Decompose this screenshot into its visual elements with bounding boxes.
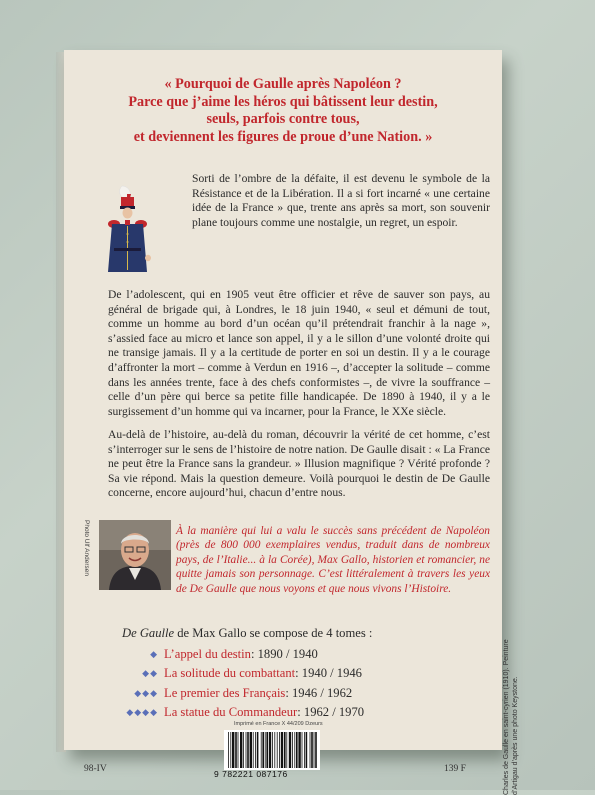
diamond-icon: ◆◆◆	[134, 687, 158, 698]
cover-quote	[76, 76, 490, 146]
series-list	[122, 624, 482, 723]
diamond-icon: ◆	[150, 648, 158, 659]
isbn-number: 9 782221 087176	[214, 769, 288, 779]
tome-title: L’appel du destin	[164, 646, 251, 661]
series-intro-rest: de Max Gallo se compose de 4 tomes :	[174, 626, 373, 640]
paragraph-biography: De l’adolescent, qui en 1905 veut être officier et rêve de sauver son pays, au général de brigade qui, à Londres, le 18 juin 1940, « seul et démuni de tout, comme un homme au bord d’un océan qu’il prétendrait franchir à la nage », s’assied face au micro et lance son appel, il y a le sillon d’une volonté droite qui ne transige jamais. Il y a la certitude de porter en soi un destin. Il y a le courage d’affronter la mort – comme à Verdun en 1916 –, d’accepter la solitude – comme dans les années trente, face à des chefs conformistes –, de vivre la souffrance – celle d’un père qui berce sa petite fille handicapée. De 1890 à 1940, il y a le surgissement d’un homme qui va incarner, pour la France, le XXe siècle.	[108, 288, 490, 418]
tome-years: : 1940 / 1946	[295, 666, 362, 680]
book-back-cover	[64, 50, 519, 795]
tome-years: : 1962 / 1970	[297, 705, 365, 719]
tome-title: Le premier des Français	[164, 685, 286, 700]
tome-item	[122, 664, 482, 684]
catalog-code: 98-IV	[84, 764, 107, 774]
tome-title: La solitude du combattant	[164, 666, 296, 680]
barcode	[224, 730, 320, 770]
paragraph-intro: Sorti de l’ombre de la défaite, il est devenu le symbole de la Résistance et de la Libération. Il a si fort incarné « une certaine idée de la France » que, trente ans après sa mort, son souvenir plane toujours comme une nostalgie, un regret, un espoir.	[192, 172, 490, 229]
tome-item	[122, 645, 482, 665]
quote-line: seuls, parfois contre tous,	[206, 111, 360, 128]
tome-years: : 1946 / 1962	[285, 685, 353, 700]
quote-line: et deviennent les figures de proue d’une Nation. »	[133, 128, 433, 145]
diamond-icon: ◆◆	[142, 668, 158, 678]
quote-line: Parce que j’aime les héros qui bâtissent leur destin,	[128, 93, 438, 110]
quote-line: « Pourquoi de Gaulle après Napoléon ?	[164, 76, 402, 92]
saint-cyrien-illustration	[100, 184, 160, 280]
tome-years: : 1890 / 1940	[250, 646, 318, 661]
author-blurb: À la manière qui lui a valu le succès sans précédent de Napoléon (près de 800 000 exemplaires vendus, traduit dans de nombreux pays, de l’Italie... à la Corée), Max Gallo, historien et romancier, ne quitte jamais son personnage. C’est littéralement à travers les yeux de De Gaulle que nous voyons et que nous vivons l’Histoire.	[176, 525, 490, 595]
series-intro	[122, 624, 482, 644]
diamond-icon: ◆◆◆◆	[126, 707, 158, 717]
tome-item	[122, 703, 482, 723]
tome-title: La statue du Commandeur	[164, 705, 298, 719]
paragraph-meaning: Au-delà de l’histoire, au-delà du roman, découvrir la vérité de cet homme, c’est s’interroger sur le sens de l’histoire de notre nation. De Gaulle disait : « La France ne peut être la France sans la grandeur. » Illusion magnifique ? Vérité profonde ? Sa vie répond. Mais la question demeure. Voilà pourquoi le destin de De Gaulle concerne, encore aujourd’hui, chacun d’entre nous.	[108, 428, 490, 500]
cover-illustration-credit: Charles de Gaulle en saint-cyrien (1910). Peinture d’Artigau d’après une photo Keystone.	[503, 639, 519, 795]
tome-item	[122, 684, 482, 704]
photo-credit: Photo Ulf Andersen	[83, 520, 90, 577]
printed-in-notice: Imprimé en France X 44/209 Dzeurs	[234, 721, 323, 727]
author-photo	[99, 520, 171, 590]
price-label: 139 F	[444, 764, 466, 774]
series-title: De Gaulle	[122, 626, 175, 640]
